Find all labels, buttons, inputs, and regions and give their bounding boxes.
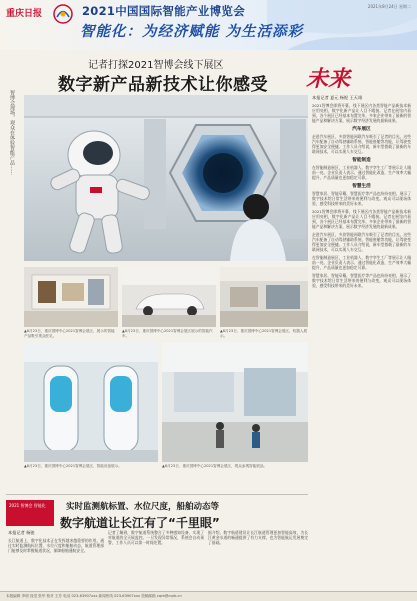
masthead: 重庆日报 bbox=[6, 9, 43, 19]
photo-booth bbox=[24, 267, 118, 327]
hero-photo-astronaut bbox=[24, 95, 308, 261]
issue-date: 2021年8月24日 星期二 bbox=[367, 4, 411, 9]
lower-byline: 本报记者 杨骏 bbox=[8, 530, 35, 535]
right-para-1-repeat: 2021智博会即将开幕，线下展区内各类智能产品新技术新应用亮相，数字化新产品让人目不暇接。记者在展馆内看到，各个展区已经基本布置完毕，多家企业带来了最新的智能产品和解决方案，展示数字经济发展的最新成果。 bbox=[312, 209, 411, 229]
right-para-3: 在智能制造展区，工业机器人、数字孪生工厂等展示让人眼前一亮。企业负责人表示，通过智能化改造，生产效率大幅提升，产品质量也更加稳定可靠。 bbox=[312, 165, 411, 180]
lower-col-1 bbox=[8, 530, 104, 588]
right-para-4-repeat: 智慧家居、智能穿戴、智慧医疗等产品也纷纷亮相，展示了数字技术给日常生活带来的便利与改变。观众可以现场体验，感受科技带来的美好未来。 bbox=[312, 273, 411, 288]
main-headline: 数字新产品新技术让你感受 bbox=[58, 75, 268, 95]
lower-col-2 bbox=[108, 530, 204, 588]
section-tag-text: 2021 智博会 智能化 bbox=[9, 503, 46, 508]
caption-4: ▲8月23日，重庆国博中心2021智博会展区，智能设备展示。 bbox=[24, 464, 122, 468]
expo-title: 2021中国国际智能产业博览会 bbox=[82, 4, 246, 18]
lower-col-3 bbox=[208, 530, 308, 588]
expo-banner bbox=[0, 0, 417, 50]
right-column-article bbox=[312, 95, 411, 591]
headline-accent: 未来 bbox=[306, 66, 351, 92]
right-subhead-2: 智能制造 bbox=[352, 158, 371, 163]
caption-2: ▲8月23日，重庆国博中心2021智博会展区展示的智能汽车。 bbox=[122, 329, 213, 338]
right-para-3-repeat: 在智能制造展区，工业机器人、数字孪生工厂等展示让人眼前一亮。企业负责人表示，通过智能化改造，生产效率大幅提升，产品质量也更加稳定可靠。 bbox=[312, 255, 411, 270]
caption-3: ▲8月23日，重庆国博中心2021智博会展区，机器人展示。 bbox=[220, 329, 308, 338]
right-byline: 本报记者 夏元 杨铌 王天翊 bbox=[312, 95, 363, 100]
right-para-4: 智慧家居、智能穿戴、智慧医疗等产品也纷纷亮相，展示了数字技术给日常生活带来的便利与改变。观众可以现场体验，感受科技带来的美好未来。 bbox=[312, 191, 411, 206]
section-divider bbox=[6, 494, 308, 495]
right-para-2: 走进汽车展区，多款智能网联汽车吸引了记者的目光。这些汽车配备了自动驾驶辅助系统、智能座舱等功能，让驾驶变得更加安全便捷。工作人员介绍说，新车型搭载了最新的车联网技术，可以实现人车交互。 bbox=[312, 134, 411, 154]
lower-headline: 数字航道让长江有了“千里眼” bbox=[60, 516, 220, 530]
footer-credits: 本版编辑 李明 视觉 张华 校对 王芳 电话 023-63907xxx 新闻热线 023-63907xxx 投稿邮箱 cqrb@cqrb.cn bbox=[6, 594, 182, 598]
right-para-2-repeat: 走进汽车展区，多款智能网联汽车吸引了记者的目光。这些汽车配备了自动驾驶辅助系统、智能座舱等功能，让驾驶变得更加安全便捷。工作人员介绍说，新车型搭载了最新的车联网技术，可以实现人车交互。 bbox=[312, 232, 411, 252]
right-para-1: 2021智博会即将开幕，线下展区内各类智能产品新技术新应用亮相，数字化新产品让人目不暇接。记者在展馆内看到，各个展区已经基本布置完毕，多家企业带来了最新的智能产品和解决方案，展示数字经济发展的最新成果。 bbox=[312, 103, 411, 123]
lower-col-3-text: 据介绍，数字航道建设让长江航道管理更加智能高效，为长江黄金水道的畅通提供了有力支撑，也为智能航运发展奠定了基础。 bbox=[208, 530, 308, 545]
section-tag-block bbox=[6, 500, 54, 526]
astronaut-scene-illustration bbox=[24, 95, 308, 261]
expo-slogan: 智能化：为经济赋能 为生活添彩 bbox=[80, 24, 304, 40]
photo-exhibit-hall bbox=[220, 267, 308, 327]
lower-subhead: 实时监测航标置、水位尺度，船舶动态等 bbox=[66, 502, 220, 512]
right-subhead-3: 智慧生活 bbox=[352, 184, 371, 189]
left-vertical-text: 智博会现场，观众在体验智能产品…… bbox=[9, 90, 15, 175]
expo-logo-icon bbox=[52, 3, 74, 25]
left-vertical-strip bbox=[8, 90, 20, 340]
photo-visitors-hall bbox=[162, 342, 308, 462]
caption-5: ▲8月23日，重庆国博中心2021智博会展区，观众参观智能展品。 bbox=[162, 464, 268, 468]
lower-col-1-text: 长江航道上，数字化技术正在发挥越来越重要的作用。通过实时监测航标位置、水位尺度和船舶动态，航道管理部门能够及时掌握航道状况，保障船舶通航安全。 bbox=[8, 538, 104, 553]
caption-1: ▲8月23日，重庆国博中心2021智博会展区，展示的智能产品吸引观众驻足。 bbox=[24, 329, 115, 338]
headline-kicker: 记者打探2021智博会线下展区 bbox=[88, 60, 224, 71]
photo-robot-pods bbox=[24, 342, 158, 462]
right-subhead-1: 汽车展区 bbox=[352, 127, 371, 132]
lower-col-2-text: 记者了解到，数字航道系统整合了多种感知设备，实现了对航道的全天候监控。一旦发现异常情况，系统会自动预警，工作人员可以第一时间处置。 bbox=[108, 530, 204, 545]
photo-car-display bbox=[122, 267, 216, 327]
